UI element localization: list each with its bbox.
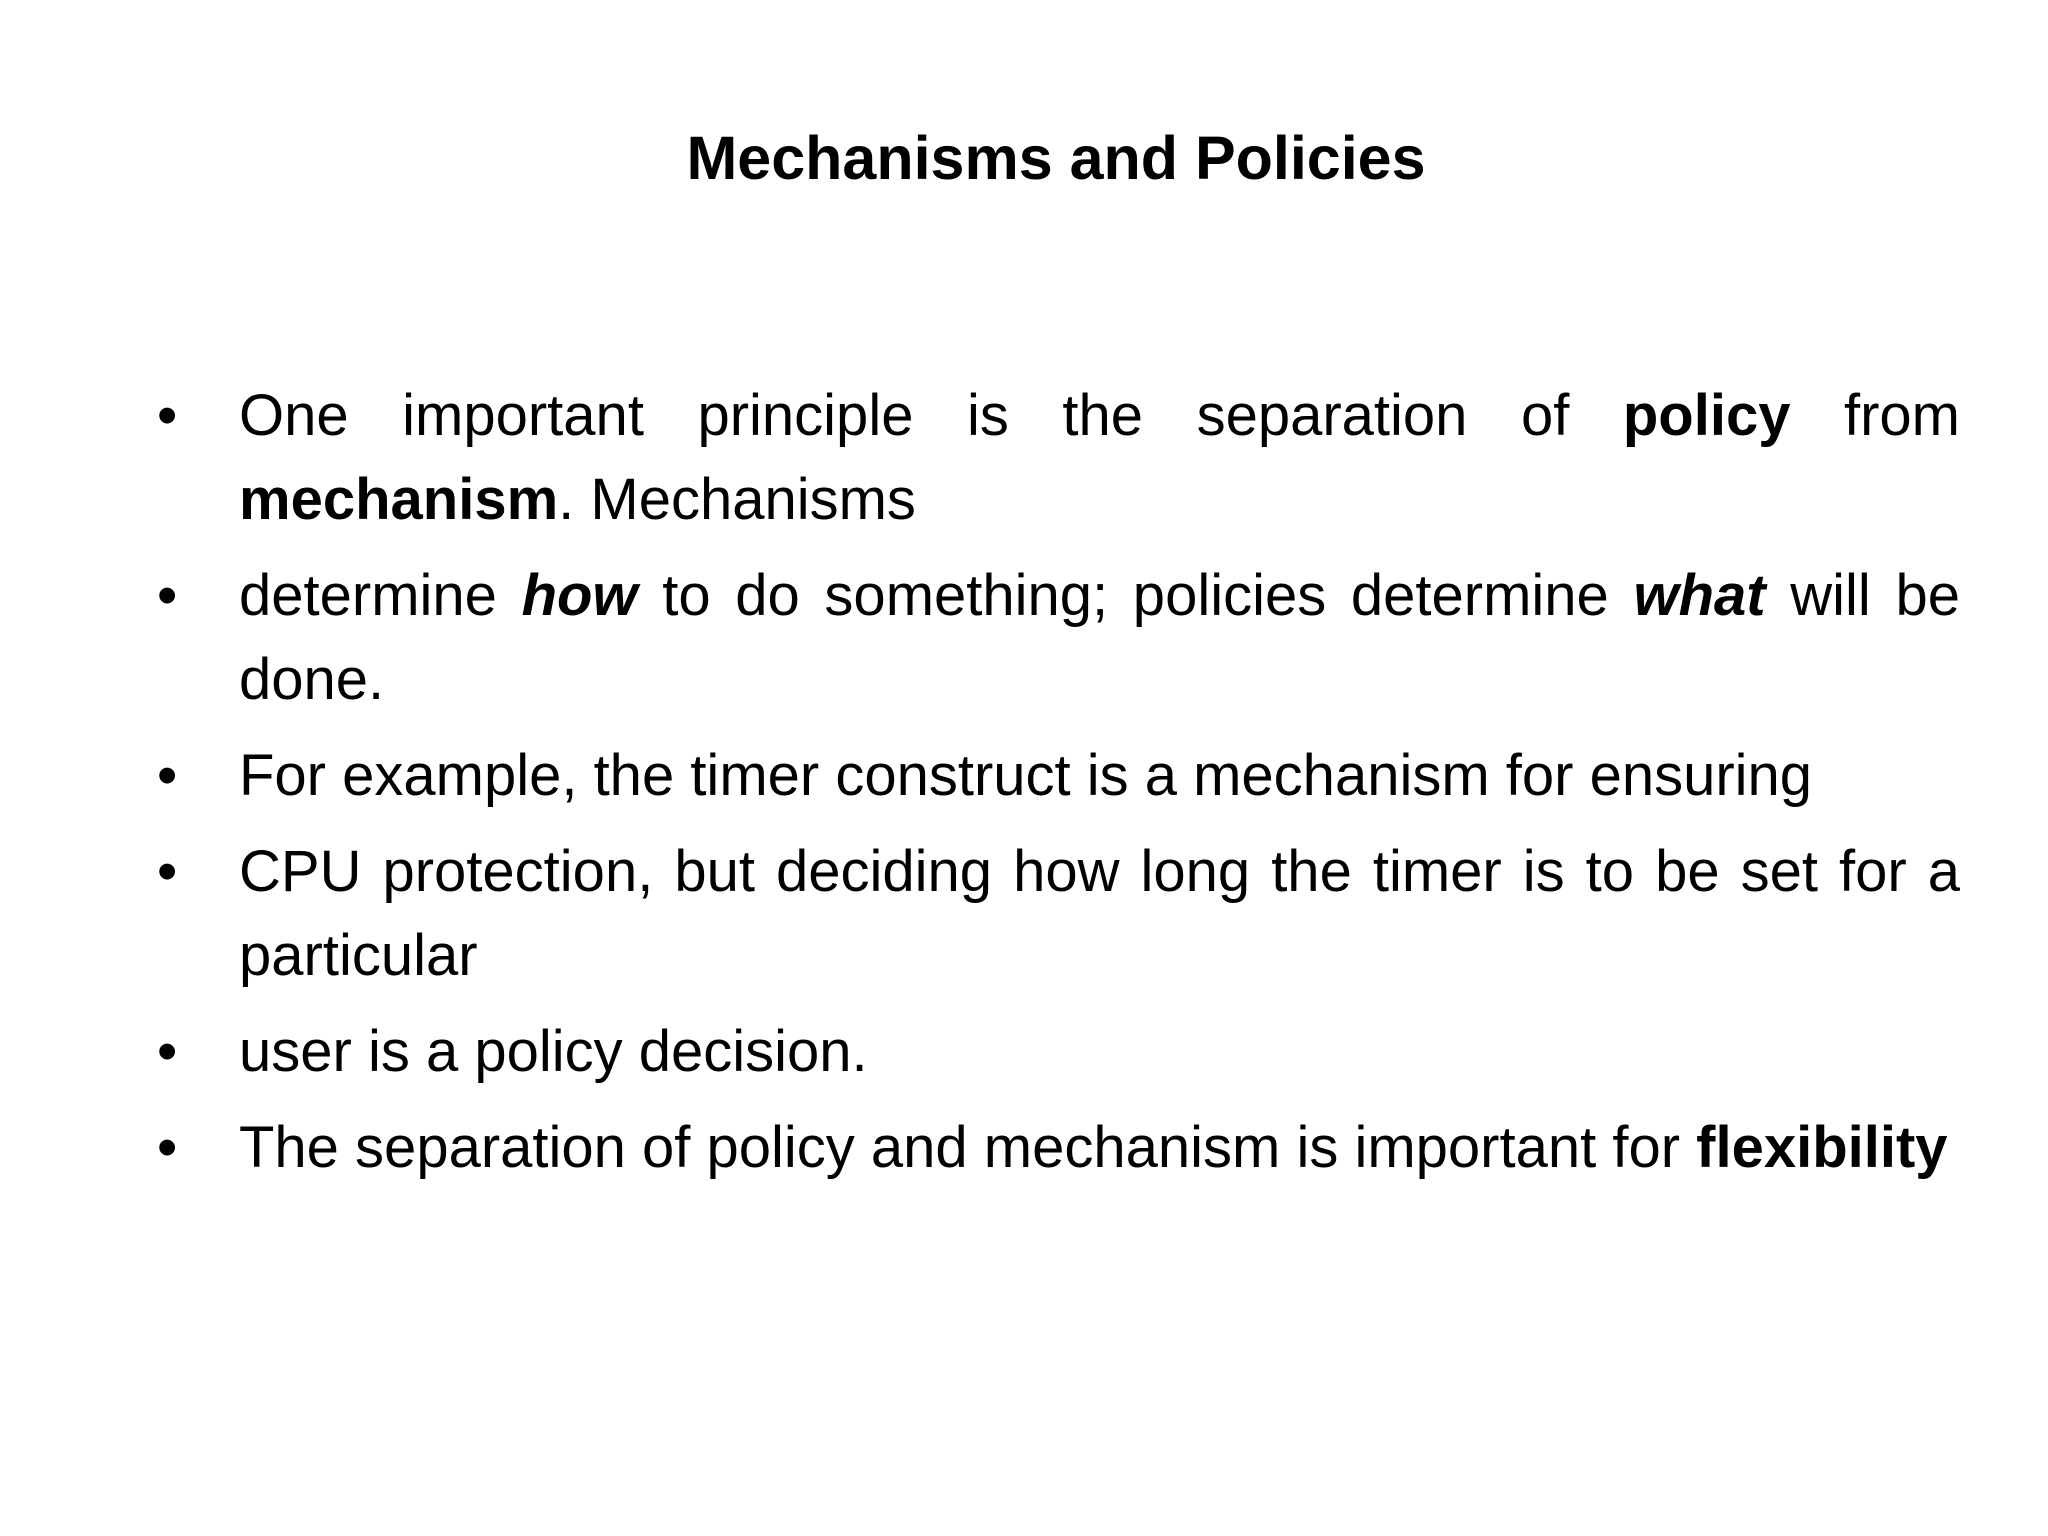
bullet-text: . Mechanisms [558,467,916,532]
emphasis-what: what [1633,563,1766,628]
bold-term-mechanism: mechanism [239,467,559,532]
bullet-text: One important principle is the separation of [239,383,1623,448]
slide-title: Mechanisms and Policies [686,124,1426,192]
bullet-item [157,1106,1960,1190]
bullet-dot-icon: • [157,1019,178,1084]
bold-term-policy: policy [1622,383,1791,448]
bullet-dot-icon: • [157,383,178,448]
bullet-text: user is a policy decision. [239,1019,868,1084]
bullet-dot-icon: • [157,839,178,904]
bullet-text: CPU protection, but deciding how long the timer is to be set for a particular [239,839,1960,988]
bullet-text: The separation of policy and mechanism is important for [239,1115,1697,1180]
bullet-item [157,374,1960,542]
emphasis-how: how [521,563,638,628]
bullet-item [157,734,1960,818]
bullet-text: For example, the timer construct is a mechanism for ensuring [239,743,1813,808]
bullet-dot-icon: • [157,743,178,808]
bullet-dot-icon: • [157,1115,178,1180]
bullet-text: will be done. [239,563,1960,712]
bullet-dot-icon: • [157,563,178,628]
bullet-item [157,1010,1960,1094]
bullet-text: to do something; policies determine [637,563,1634,628]
bullet-list [157,374,1960,1202]
bullet-text: determine [239,563,522,628]
bullet-item [157,830,1960,998]
bullet-item [157,554,1960,722]
bullet-text: from [1790,383,1960,448]
bold-term-flexibility: flexibility [1696,1115,1948,1180]
